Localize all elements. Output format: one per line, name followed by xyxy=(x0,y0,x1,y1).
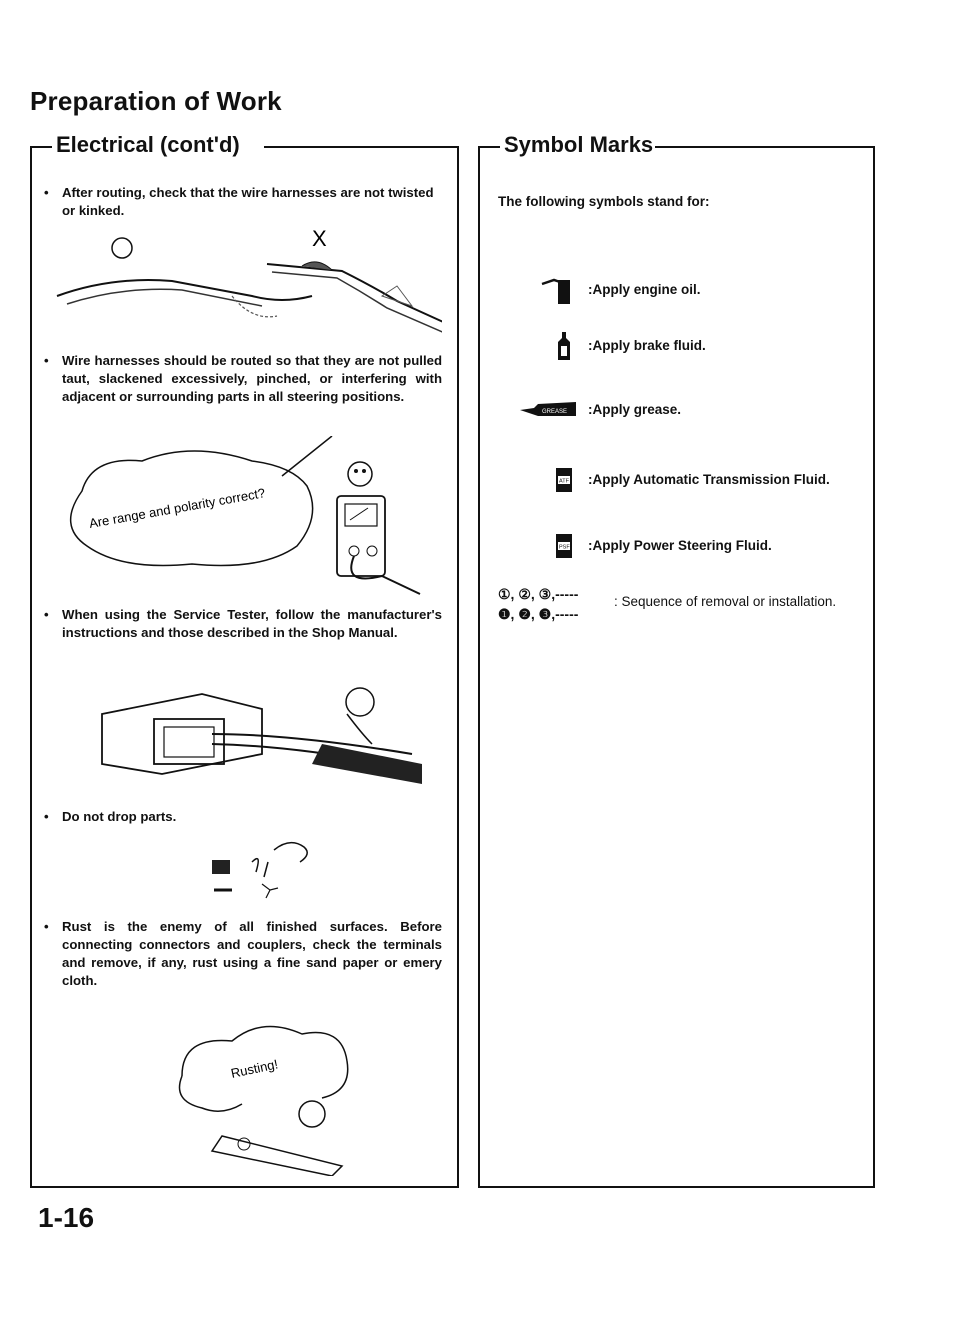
multimeter-icon xyxy=(337,496,385,576)
connector-figure xyxy=(92,674,432,794)
bullet-twist-check: • After routing, check that the wire harnesses are not twisted or kinked. xyxy=(44,185,434,218)
page-title: Preparation of Work xyxy=(30,86,282,116)
svg-text:PSF: PSF xyxy=(559,544,570,551)
rusty-part xyxy=(212,1136,342,1176)
good-mark-circle xyxy=(112,238,132,258)
svg-text:ATF: ATF xyxy=(559,478,569,485)
electrical-heading: Electrical (cont'd) xyxy=(56,132,240,157)
psf-can-icon xyxy=(540,532,580,560)
brake-fluid-bottle-icon xyxy=(540,332,580,360)
page-number: 1-16 xyxy=(38,1202,95,1233)
symbol-marks-heading: Symbol Marks xyxy=(504,132,654,157)
mascot-icon xyxy=(348,462,372,486)
bullet-drop-parts: • Do not drop parts. xyxy=(44,809,177,824)
bullet-service-tester: • When using the Service Tester, follow the manufacturer's instructions and those described in the Shop Manual. xyxy=(44,607,442,640)
svg-text:GREASE: GREASE xyxy=(542,409,568,415)
bad-mark: X xyxy=(312,226,327,251)
service-tester-figure xyxy=(42,436,442,596)
mascot-icon xyxy=(299,1101,325,1127)
sequence-open-numbers: ①, ②, ③,----- xyxy=(498,586,579,602)
rust-bubble-text: Rusting! xyxy=(229,1056,280,1081)
sequence-filled-numbers: ❶, ❷, ❸,----- xyxy=(498,606,579,622)
electrical-panel xyxy=(30,132,459,1188)
grease-tube-icon xyxy=(520,396,580,424)
atf-can-icon xyxy=(540,466,580,494)
tester-bubble-text: Are range and polarity correct? xyxy=(87,485,267,531)
mascot-icon xyxy=(346,688,374,716)
engine-oil-can-icon xyxy=(540,276,580,304)
bullet-routing: • Wire harnesses should be routed so that they are not pulled taut, slackened excessively, pinched, or interfering with adjacent or surrounding parts in all steering positions. xyxy=(44,353,442,404)
symbols-intro: The following symbols stand for: xyxy=(498,194,710,209)
rust-figure xyxy=(152,1016,382,1176)
bullet-rust: • Rust is the enemy of all finished surfaces. Before connecting connectors and couplers, check the terminals and remove, if any, rust using a fine sand paper or emery cloth. xyxy=(44,919,442,988)
dropped-part-icon xyxy=(212,860,230,874)
harness-twist-figure xyxy=(52,226,442,336)
hand-icon xyxy=(274,843,307,862)
sequence-label: : Sequence of removal or installation. xyxy=(614,594,837,609)
symbol-marks-panel: Symbol Marks The following symbols stand for: :Apply engine oil. :Apply brake fluid. GREASE :Apply grease. ATF :Apply Automatic Transmission Fluid. PSF :Apply Power Steering Fluid. ①, ②, ③,----- ❶, ❷, ❸,----- : Sequence of removal or installation. xyxy=(478,146,875,1188)
dropped-parts-figure xyxy=(192,832,322,904)
